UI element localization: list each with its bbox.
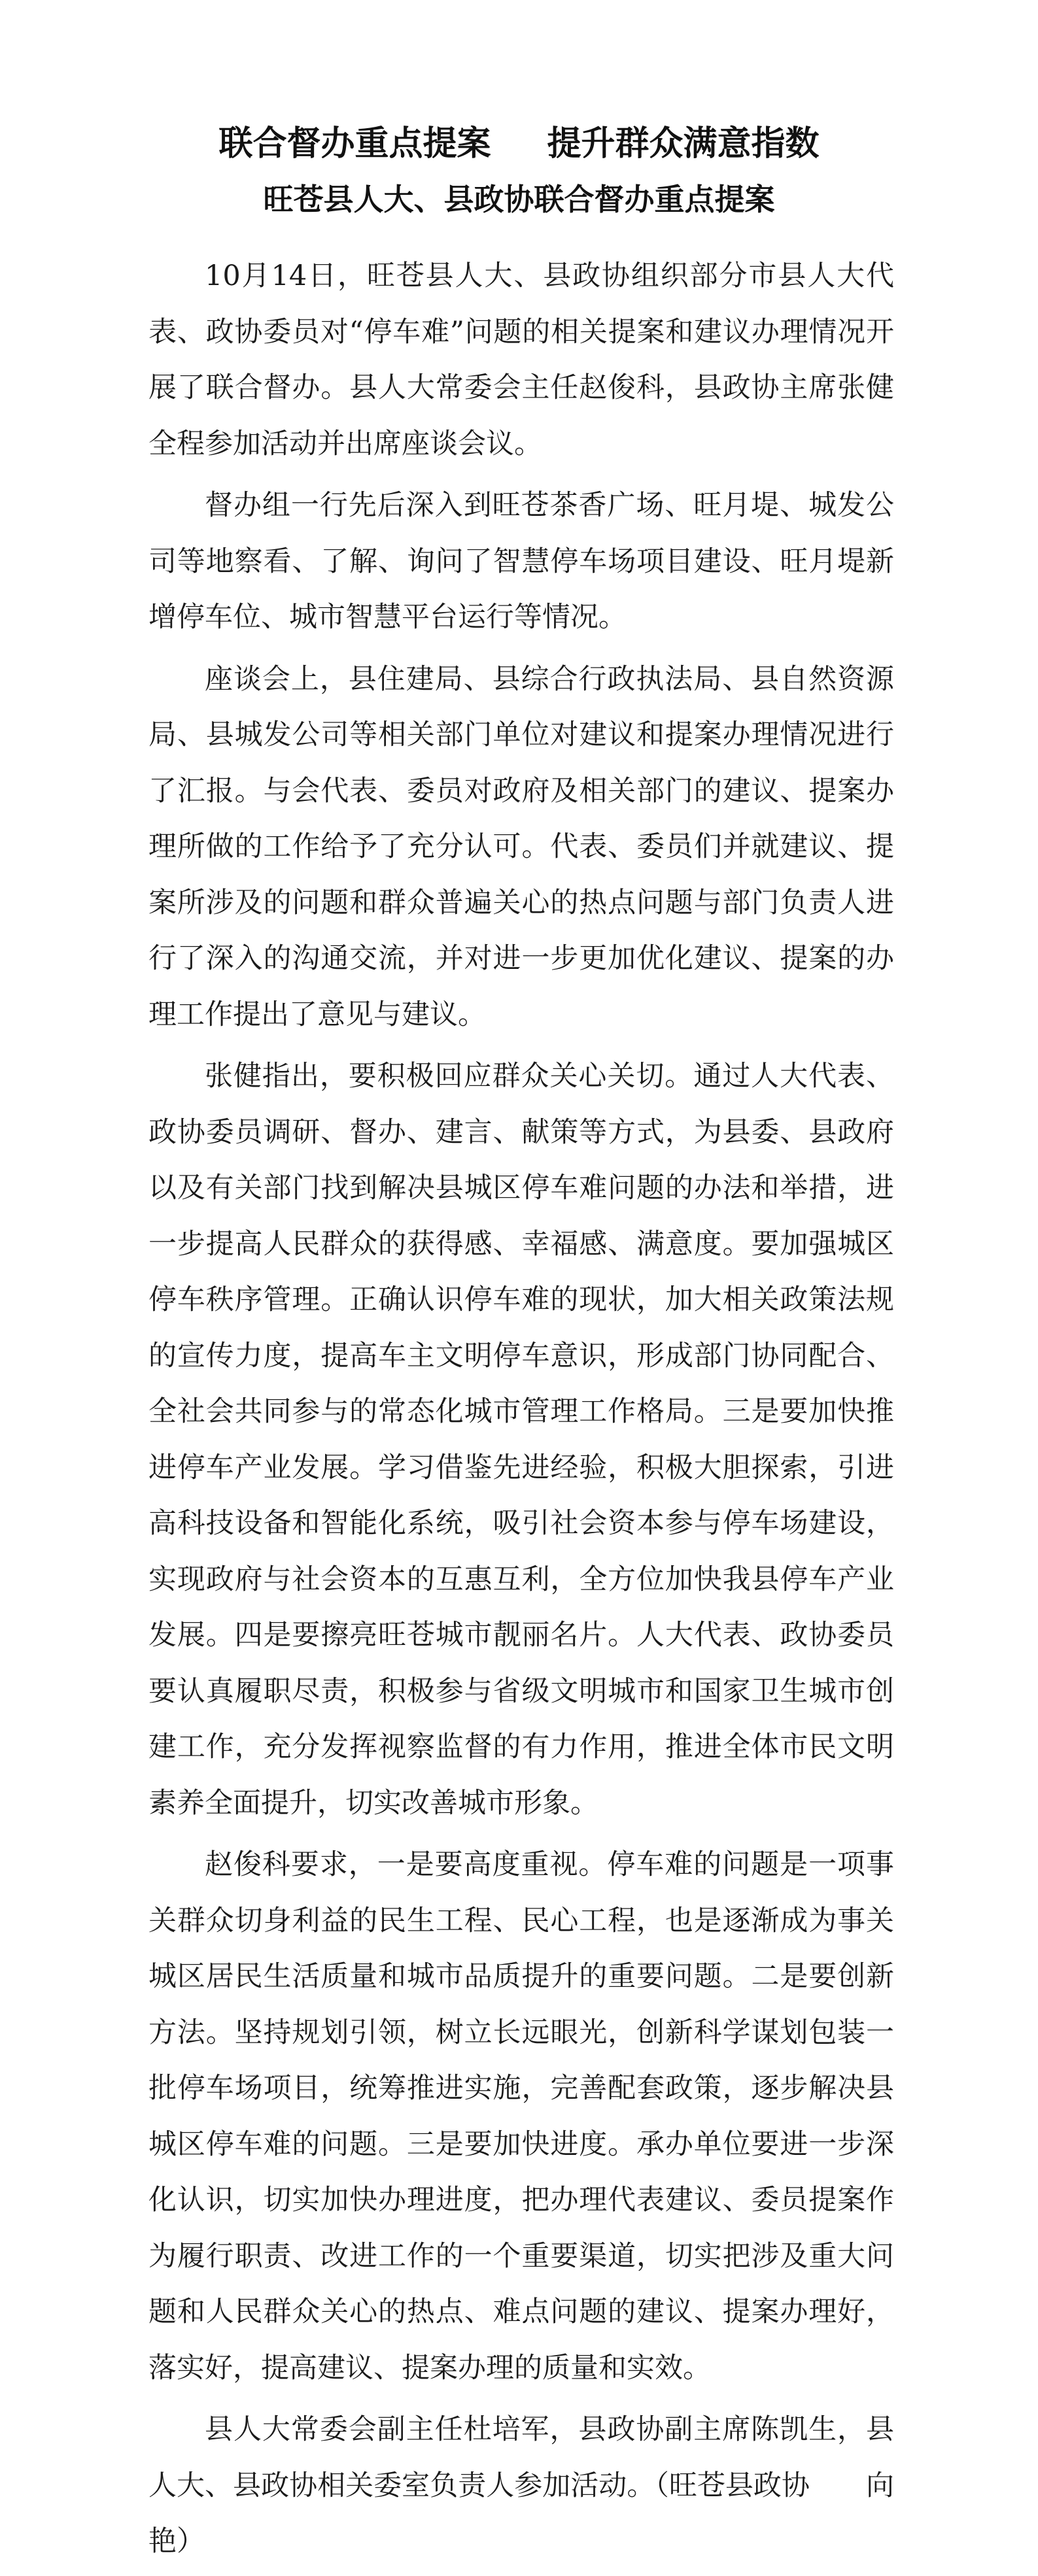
paragraph-2: 督办组一行先后深入到旺苍茶香广场、旺月堤、城发公司等地察看、了解、询问了智慧停车场项目建设、旺月堤新增停车位、城市智慧平台运行等情况。 bbox=[148, 489, 894, 634]
paragraph-5: 赵俊科要求，一是要高度重视。停车难的问题是一项事关群众切身利益的民生工程、民心工程，也是逐渐成为事关城区居民生活质量和城市品质提升的重要问题。二是要创新方法。坚持规划引领，树立长远眼光，创新科学谋划包装一批停车场项目，统筹推进实施，完善配套政策，逐步解决县城区停车难的问题。三是要加快进度。承办单位要进一步深化认识，切实加快办理进度，把办理代表建议、委员提案作为履行职责、改进工作的一个重要渠道，切实把涉及重大问题和人民群众关心的热点、难点问题的建议、提案办理好，落实好，提高建议、提案办理的质量和实效。 bbox=[148, 1848, 894, 2384]
paragraph-4: 张健指出，要积极回应群众关心关切。通过人大代表、政协委员调研、督办、建言、献策等方式，为县委、县政府以及有关部门找到解决县城区停车难问题的办法和举措，进一步提高人民群众的获得感、幸福感、满意度。要加强城区停车秩序管理。正确认识停车难的现状，加大相关政策法规的宣传力度，提高车主文明停车意识，形成部门协同配合、全社会共同参与的常态化城市管理工作格局。三是要加快推进停车产业发展。学习借鉴先进经验，积极大胆探索，引进高科技设备和智能化系统，吸引社会资本参与停车场建设，实现政府与社会资本的互惠互利，全方位加快我县停车产业发展。四是要擦亮旺苍城市靓丽名片。人大代表、政协委员要认真履职尽责，积极参与省级文明城市和国家卫生城市创建工作，充分发挥视察监督的有力作用，推进全体市民文明素养全面提升，切实改善城市形象。 bbox=[148, 1060, 894, 1820]
paragraph-3: 座谈会上，县住建局、县综合行政执法局、县自然资源局、县城发公司等相关部门单位对建议和提案办理情况进行了汇报。与会代表、委员对政府及相关部门的建议、提案办理所做的工作给予了充分认可。代表、委员们并就建议、提案所涉及的问题和群众普遍关心的热点问题与部门负责人进行了深入的沟通交流，并对进一步更加优化建议、提案的办理工作提出了意见与建议。 bbox=[148, 662, 894, 1031]
article-title-part2: 提升群众满意指数 bbox=[547, 124, 820, 163]
paragraph-1: 10月14日，旺苍县人大、县政协组织部分市县人大代表、政协委员对“停车难”问题的相关提案和建议办理情况开展了联合督办。县人大常委会主任赵俊科，县政协主席张健全程参加活动并出席座谈会议。 bbox=[148, 260, 894, 460]
article-title-part1: 联合督办重点提案 bbox=[218, 124, 491, 163]
paragraph-6: 县人大常委会副主任杜培军，县政协副主席陈凯生，县人大、县政协相关委室负责人参加活动。（旺苍县政协 向艳） bbox=[148, 2413, 894, 2558]
article-body bbox=[148, 248, 894, 2576]
article-subtitle: 旺苍县人大、县政协联合督办重点提案 bbox=[263, 182, 775, 218]
article-title bbox=[0, 118, 1038, 170]
